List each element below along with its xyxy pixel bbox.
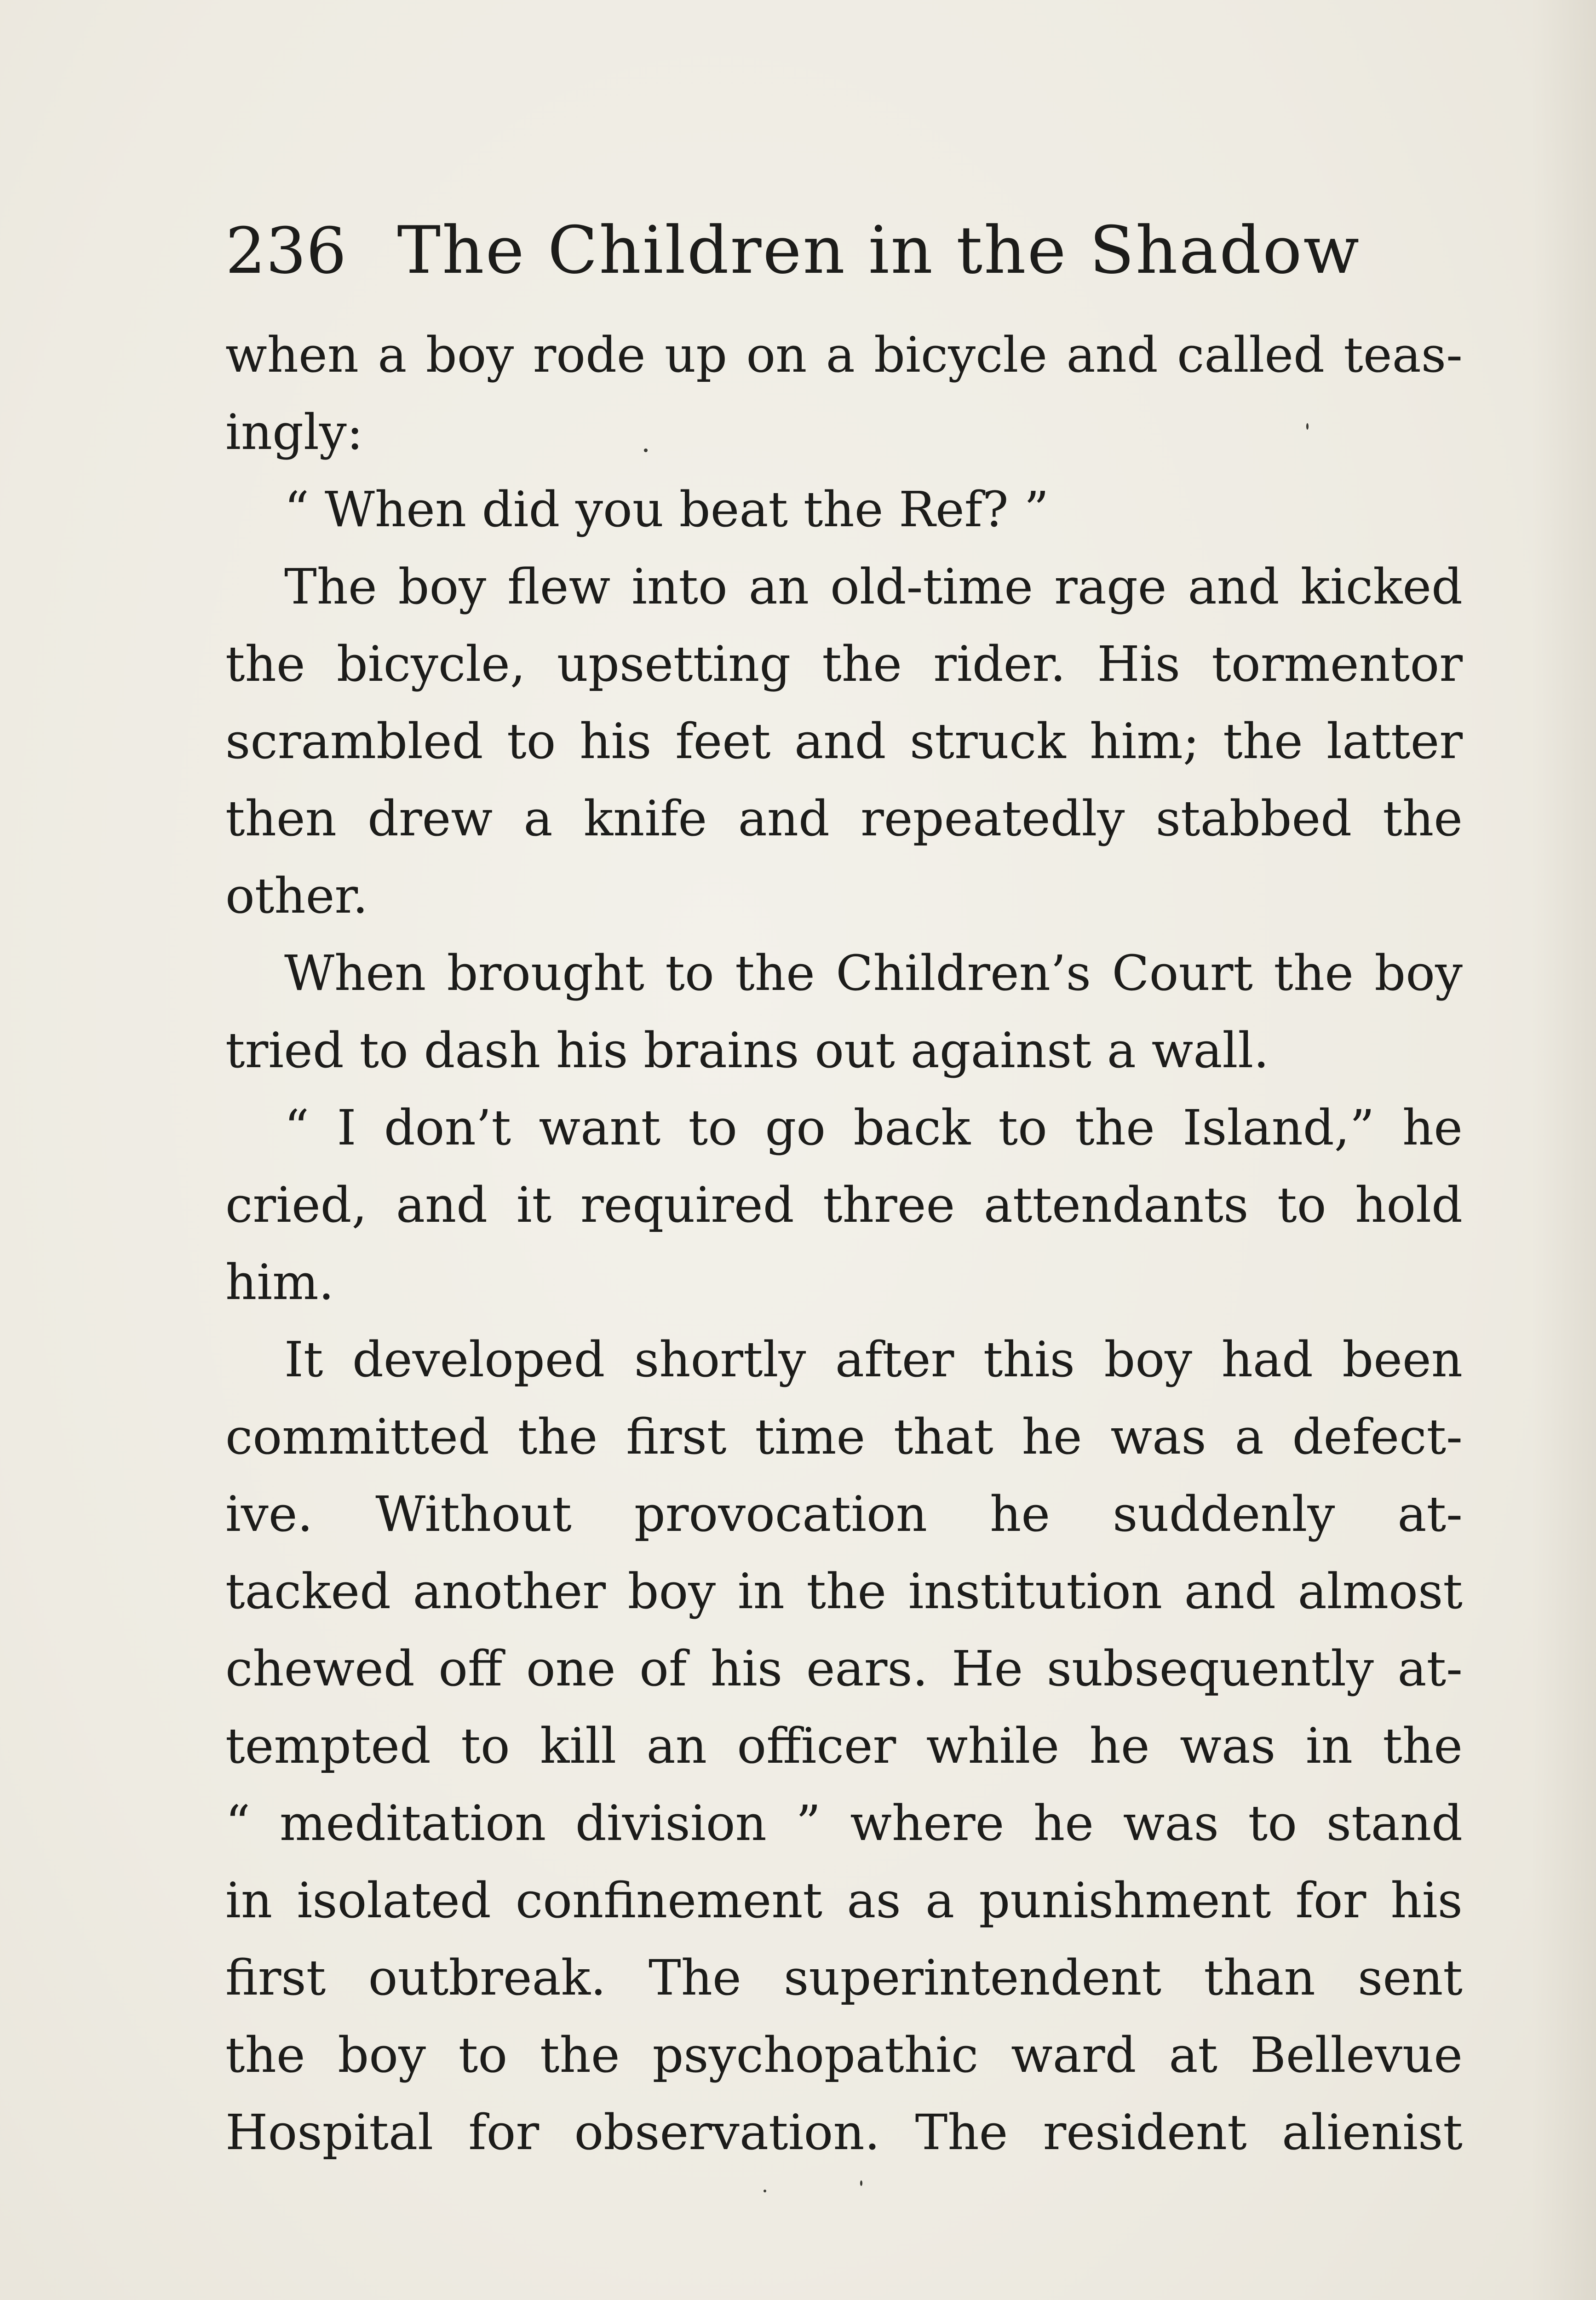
text-line: the boy to the psychopathic ward at Bellevue xyxy=(225,2027,1463,2083)
text-line: It developed shortly after this boy had been xyxy=(284,1331,1463,1388)
text-line: tempted to kill an officer while he was in the xyxy=(225,1718,1463,1774)
text-line: “ When did you beat the Ref? ” xyxy=(284,481,1049,538)
ink-speck xyxy=(860,2180,862,2186)
page-gutter-shadow xyxy=(1532,0,1596,2300)
text-line: tacked another boy in the institution and almost xyxy=(225,1563,1463,1620)
text-line: scrambled to his feet and struck him; the latter xyxy=(225,713,1463,770)
text-line: When brought to the Children’s Court the boy xyxy=(284,945,1463,1001)
text-line: committed the first time that he was a defect- xyxy=(225,1409,1463,1465)
text-line: ive. Without provocation he suddenly at- xyxy=(225,1486,1463,1542)
text-line: first outbreak. The superintendent than sent xyxy=(225,1949,1463,2006)
text-line: tried to dash his brains out against a wall. xyxy=(225,1022,1269,1079)
text-line: ingly: xyxy=(225,404,363,460)
running-title: The Children in the Shadow xyxy=(397,213,1361,288)
text-line: chewed off one of his ears. He subsequently at- xyxy=(225,1640,1463,1697)
text-line: other. xyxy=(225,868,368,924)
text-line: The boy flew into an old-time rage and kicked xyxy=(284,558,1463,615)
text-line: the bicycle, upsetting the rider. His tormentor xyxy=(225,636,1463,692)
ink-speck xyxy=(1306,423,1309,430)
text-line: in isolated confinement as a punishment for his xyxy=(225,1872,1463,1929)
text-line: cried, and it required three attendants to hold xyxy=(225,1177,1463,1233)
text-line: Hospital for observation. The resident alienist xyxy=(225,2104,1463,2161)
text-line: then drew a knife and repeatedly stabbed the xyxy=(225,790,1463,847)
text-line: “ meditation division ” where he was to stand xyxy=(225,1795,1463,1852)
text-line: when a boy rode up on a bicycle and called teas- xyxy=(225,327,1463,383)
text-line: him. xyxy=(225,1254,334,1311)
text-line: “ I don’t want to go back to the Island,” he xyxy=(284,1099,1463,1156)
ink-speck xyxy=(764,2190,766,2192)
running-head xyxy=(225,209,1361,292)
page-number: 236 xyxy=(225,214,347,288)
ink-speck xyxy=(644,448,648,452)
